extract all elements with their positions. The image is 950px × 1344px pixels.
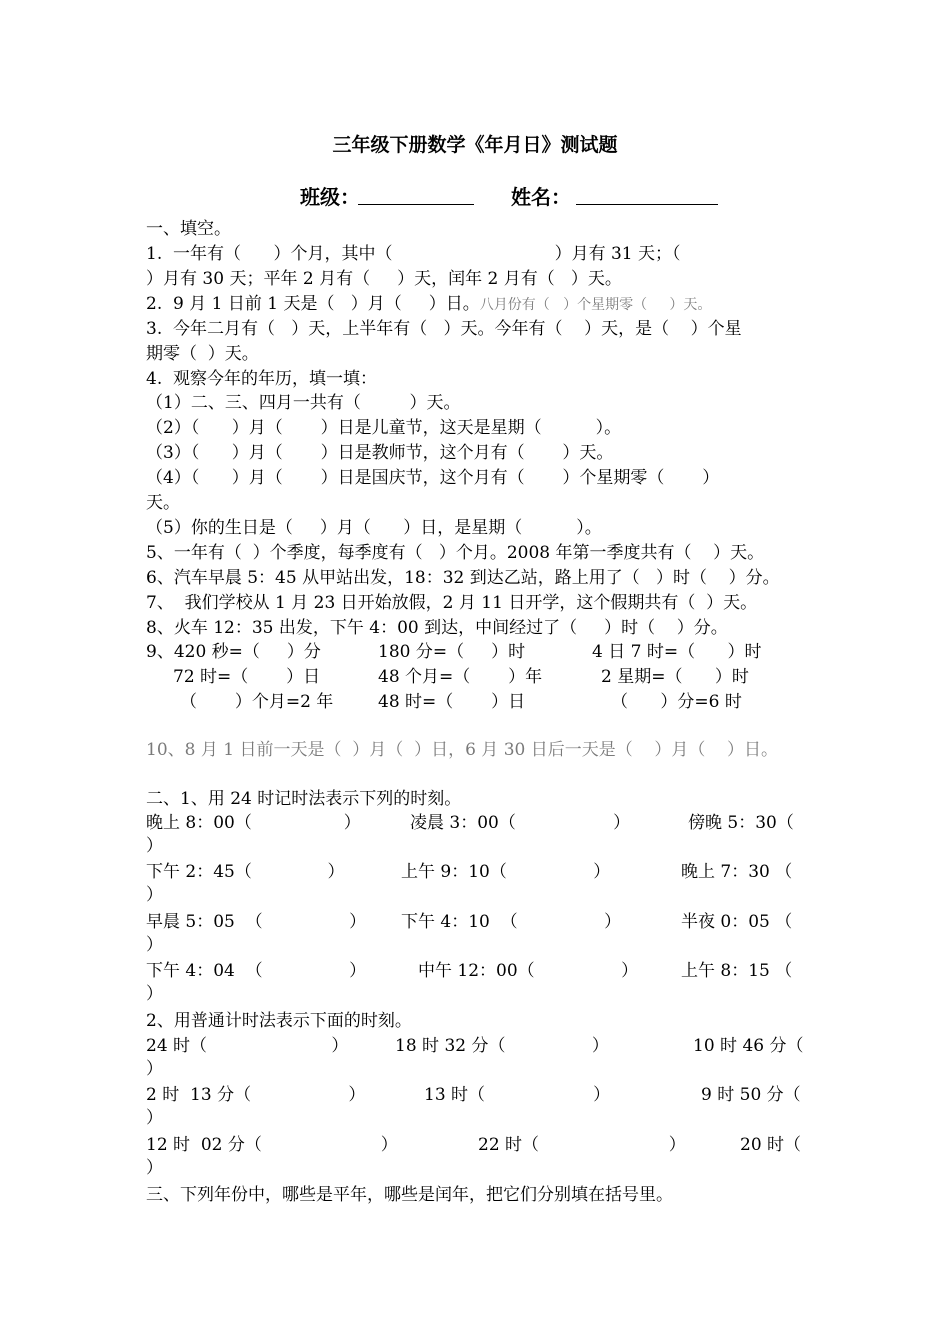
class-blank-line[interactable] — [358, 204, 474, 205]
t24-r2c2: 上午 9：10（ ） — [401, 862, 611, 882]
t24-r1c1: 晚上 8：00（ ） — [146, 813, 361, 833]
q3-line2: 期零（ ）天。 — [146, 344, 259, 364]
q9-r3c3: （ ）分=6 时 — [611, 692, 742, 712]
t12-r2c3: 9 时 50 分（ — [701, 1085, 801, 1105]
t12-r1c2: 18 时 32 分（ ） — [395, 1036, 609, 1056]
q4-item5: （5）你的生日是（ ）月（ ）日，是星期（ ）。 — [146, 518, 602, 538]
section3-heading: 三、下列年份中，哪些是平年，哪些是闰年，把它们分别填在括号里。 — [146, 1185, 673, 1205]
t24-r3-close: ） — [146, 935, 163, 955]
t12-r1c1: 24 时（ ） — [146, 1036, 349, 1056]
q4-item2: （2）（ ）月（ ）日是儿童节，这天是星期（ ）。 — [146, 418, 622, 438]
q4-item1: （1）二、三、四月一共有（ ）天。 — [146, 393, 461, 413]
q8-line: 8、火车 12：35 出发，下午 4：00 到达，中间经过了（ ）时（ ）分。 — [146, 618, 728, 638]
q9-r3c1: （ ）个月=2 年 — [180, 692, 334, 712]
t24-r4-close: ） — [146, 984, 163, 1004]
q4-item4-cont: 天。 — [146, 493, 180, 513]
t12-r3c3: 20 时（ — [740, 1135, 802, 1155]
t24-r2c1: 下午 2：45（ ） — [146, 862, 345, 882]
t24-r1c2: 凌晨 3：00（ ） — [410, 813, 631, 833]
q9-r3c2: 48 时=（ ）日 — [378, 692, 526, 712]
q2-line — [146, 294, 711, 315]
q4-item3: （3）（ ）月（ ）日是教师节，这个月有（ ）天。 — [146, 443, 614, 463]
name-label: 姓名： — [511, 185, 571, 209]
t24-r4c2: 中午 12：00（ ） — [418, 961, 639, 981]
t12-r3c1: 12 时 02 分（ ） — [146, 1135, 398, 1155]
class-label: 班级： — [300, 185, 360, 209]
q9-r2c3: 2 星期=（ ）时 — [601, 667, 749, 687]
t24-r2c3: 晚上 7：30 （ — [681, 862, 793, 882]
t12-r2c2: 13 时（ ） — [424, 1085, 611, 1105]
page-title: 三年级下册数学《年月日》测试题 — [332, 134, 618, 156]
t12-r2c1: 2 时 13 分（ ） — [146, 1085, 366, 1105]
t12-r2-close: ） — [146, 1108, 163, 1128]
t24-r1-close: ） — [146, 836, 163, 856]
section2-heading1: 二、1、用 24 时记时法表示下列的时刻。 — [146, 789, 462, 809]
q5-line: 5、一年有（ ）个季度，每季度有（ ）个月。2008 年第一季度共有（ ）天。 — [146, 543, 765, 563]
t24-r4c1: 下午 4：04 （ ） — [146, 961, 367, 981]
q2-main: 2. 9 月 1 日前 1 天是（ ）月（ ）日。 — [146, 294, 480, 314]
q6-line: 6、汽车早晨 5：45 从甲站出发，18：32 到达乙站，路上用了（ ）时（ ）分。 — [146, 568, 780, 588]
q1-line2: ）月有 30 天；平年 2 月有（ ）天，闰年 2 月有（ ）天。 — [146, 269, 622, 289]
t24-r3c3: 半夜 0：05 （ — [681, 912, 793, 932]
q9-r2c2: 48 个月=（ ）年 — [378, 667, 543, 687]
q3-line1: 3. 今年二月有（ ）天，上半年有（ ）天。今年有（ ）天，是（ ）个星 — [146, 319, 742, 339]
t24-r1c3: 傍晚 5：30（ — [688, 813, 794, 833]
q9-r1c1: 9、420 秒=（ ）分 — [146, 642, 321, 662]
t24-r3c1: 早晨 5：05 （ ） — [146, 912, 367, 932]
q9-r2c1: 72 时=（ ）日 — [173, 667, 321, 687]
t24-r4c3: 上午 8：15 （ — [681, 961, 793, 981]
q2-gray: 八月份有（ ）个星期零（ ）天。 — [479, 297, 712, 313]
q4-heading: 4. 观察今年的年历，填一填： — [146, 369, 378, 389]
q9-r1c2: 180 分=（ ）时 — [378, 642, 526, 662]
t24-r2-close: ） — [146, 885, 163, 905]
name-blank-line[interactable] — [576, 204, 718, 205]
t12-r1c3: 10 时 46 分（ — [693, 1036, 804, 1056]
t24-r3c2: 下午 4：10 （ ） — [401, 912, 622, 932]
q7-line: 7、 我们学校从 1 月 23 日开始放假，2 月 11 日开学，这个假期共有（ ）天。 — [146, 593, 758, 613]
q1-line1: 1. 一年有（ ）个月，其中（ ）月有 31 天；（ — [146, 244, 681, 264]
q4-item4: （4）（ ）月（ ）日是国庆节，这个月有（ ）个星期零（ ） — [146, 468, 720, 488]
t12-r1-close: ） — [146, 1059, 163, 1079]
section2-heading2: 2、用普通计时法表示下面的时刻。 — [146, 1011, 412, 1031]
section1-heading: 一、填空。 — [146, 219, 231, 239]
q10-line: 10、8 月 1 日前一天是（ ）月（ ）日，6 月 30 日后一天是（ ）月（ ）日。 — [146, 740, 778, 760]
q9-r1c3: 4 日 7 时=（ ）时 — [592, 642, 762, 662]
t12-r3c2: 22 时（ ） — [478, 1135, 686, 1155]
t12-r3-close: ） — [146, 1158, 163, 1178]
